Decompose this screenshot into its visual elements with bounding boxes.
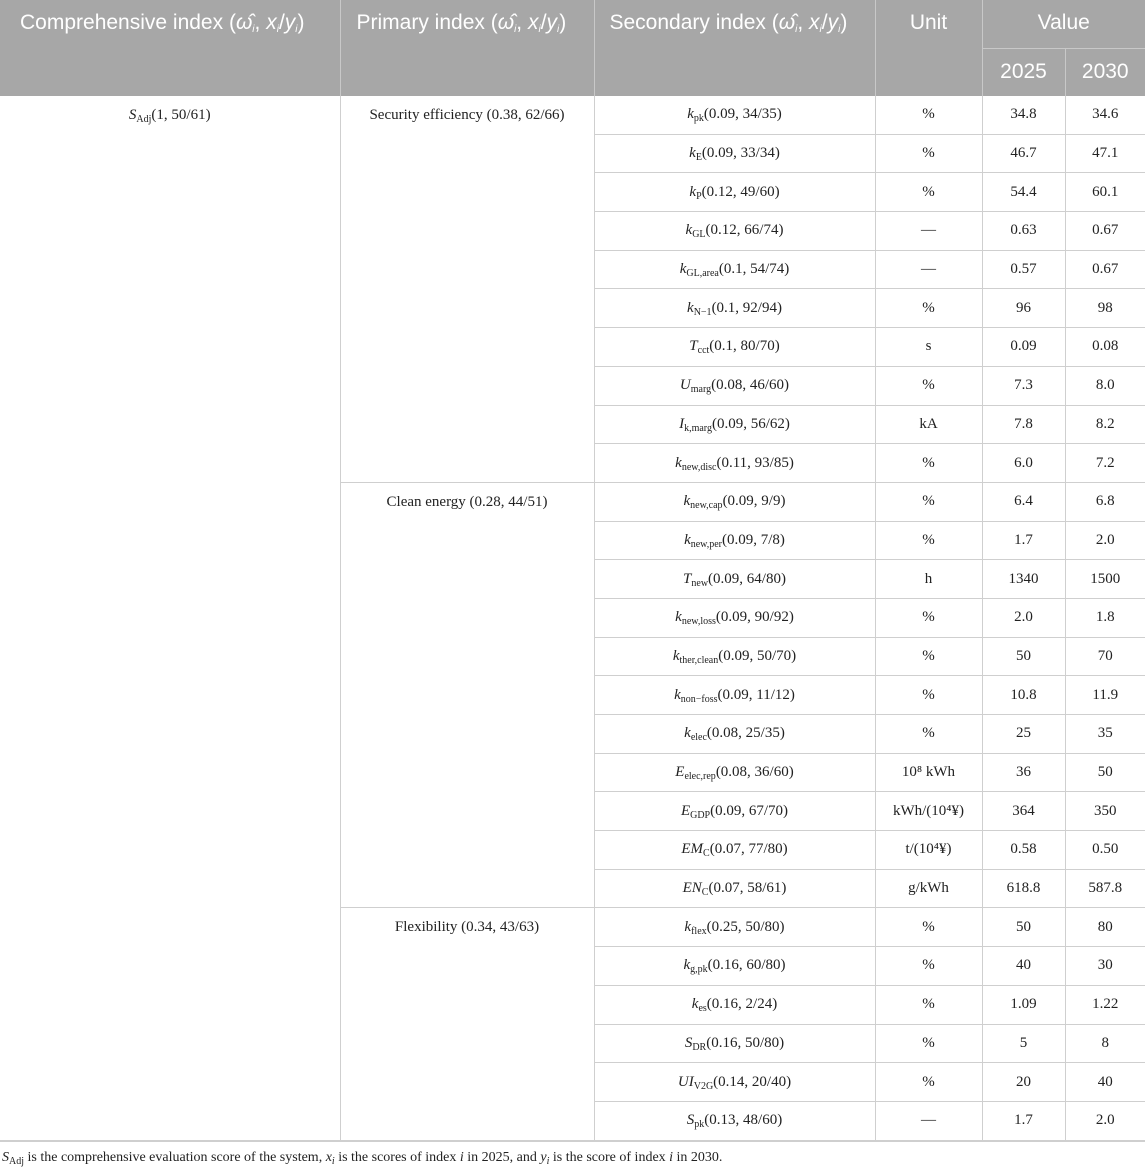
- table-header: [0, 0, 1145, 96]
- header-value: Value: [982, 0, 1145, 48]
- value-2030-cell: 35: [1065, 715, 1145, 754]
- unit-cell: %: [875, 482, 982, 521]
- secondary-index-cell: $k_{new,cap}(0.09$, 9/9): [594, 482, 875, 521]
- unit-cell: s: [875, 328, 982, 367]
- value-2025-cell: 7.3: [982, 366, 1065, 405]
- secondary-index-cell: $k_{flex}(0.25$, 50/80): [594, 908, 875, 947]
- value-2030-cell: 70: [1065, 637, 1145, 676]
- unit-cell: %: [875, 521, 982, 560]
- unit-cell: g/kWh: [875, 869, 982, 908]
- value-2030-cell: 6.8: [1065, 482, 1145, 521]
- value-2030-cell: 2.0: [1065, 521, 1145, 560]
- header-comprehensive: Comprehensive index ($\omegâ_i$, $x_i/y_i$): [0, 0, 340, 96]
- secondary-index-cell: $UI_{V2G}(0.14$, 20/40): [594, 1063, 875, 1102]
- header-secondary: Secondary index ($\omegâ_i$, $x_i/y_i$): [594, 0, 875, 96]
- value-2025-cell: 2.0: [982, 598, 1065, 637]
- value-2030-cell: 80: [1065, 908, 1145, 947]
- unit-cell: t/(10⁴¥): [875, 831, 982, 870]
- unit-cell: %: [875, 676, 982, 715]
- value-2025-cell: 36: [982, 753, 1065, 792]
- unit-cell: %: [875, 1024, 982, 1063]
- header-primary: Primary index ($\omegâ_i$, $x_i/y_i$): [340, 0, 594, 96]
- value-2025-cell: 1.7: [982, 521, 1065, 560]
- unit-cell: kWh/(10⁴¥): [875, 792, 982, 831]
- value-2025-cell: 20: [982, 1063, 1065, 1102]
- value-2025-cell: 1.7: [982, 1101, 1065, 1140]
- value-2025-cell: 7.8: [982, 405, 1065, 444]
- unit-cell: 10⁸ kWh: [875, 753, 982, 792]
- primary-index-cell: Security efficiency (0.38, 62/66): [340, 96, 594, 482]
- value-2030-cell: 0.67: [1065, 212, 1145, 251]
- value-2025-cell: 0.58: [982, 831, 1065, 870]
- value-2030-cell: 60.1: [1065, 173, 1145, 212]
- value-2030-cell: 7.2: [1065, 444, 1145, 483]
- secondary-index-cell: $k_E(0.09$, 33/34): [594, 134, 875, 173]
- value-2030-cell: 11.9: [1065, 676, 1145, 715]
- unit-cell: %: [875, 637, 982, 676]
- unit-cell: %: [875, 985, 982, 1024]
- value-2025-cell: 5: [982, 1024, 1065, 1063]
- secondary-index-cell: $k_{GL,area}(0.1$, 54/74): [594, 250, 875, 289]
- secondary-index-cell: $I_{k,marg}(0.09$, 56/62): [594, 405, 875, 444]
- value-2025-cell: 0.09: [982, 328, 1065, 367]
- value-2025-cell: 46.7: [982, 134, 1065, 173]
- value-2025-cell: 50: [982, 908, 1065, 947]
- primary-index-cell: Clean energy (0.28, 44/51): [340, 482, 594, 908]
- value-2025-cell: 1.09: [982, 985, 1065, 1024]
- secondary-index-cell: $k_{non-foss}(0.09$, 11/12): [594, 676, 875, 715]
- value-2030-cell: 587.8: [1065, 869, 1145, 908]
- secondary-index-cell: $S_{pk}(0.13$, 48/60): [594, 1101, 875, 1140]
- value-2030-cell: 1.8: [1065, 598, 1145, 637]
- value-2025-cell: 1340: [982, 560, 1065, 599]
- table-row: [0, 96, 1145, 134]
- value-2030-cell: 8.2: [1065, 405, 1145, 444]
- value-2030-cell: 98: [1065, 289, 1145, 328]
- value-2030-cell: 1.22: [1065, 985, 1145, 1024]
- value-2025-cell: 25: [982, 715, 1065, 754]
- value-2030-cell: 1500: [1065, 560, 1145, 599]
- secondary-index-cell: $k_{new,disc}(0.11$, 93/85): [594, 444, 875, 483]
- secondary-index-cell: $E_{elec,rep}(0.08$, 36/60): [594, 753, 875, 792]
- primary-index-cell: Flexibility (0.34, 43/63): [340, 908, 594, 1140]
- comprehensive-index-cell: $S_{Adj}(1$, 50/61): [0, 96, 340, 1140]
- unit-cell: %: [875, 134, 982, 173]
- value-2025-cell: 6.4: [982, 482, 1065, 521]
- secondary-index-cell: $k_{new,per}(0.09$, 7/8): [594, 521, 875, 560]
- header-year-2030: 2030: [1065, 48, 1145, 96]
- value-2030-cell: 350: [1065, 792, 1145, 831]
- value-2025-cell: 0.57: [982, 250, 1065, 289]
- value-2025-cell: 40: [982, 947, 1065, 986]
- table-footnote: $S_{Adj}$ is the comprehensive evaluation score of the system, $x_i$ is the scores of index i in 2025, and $y_i$ is the score of index i in 2030.: [0, 1141, 1145, 1166]
- unit-cell: —: [875, 212, 982, 251]
- secondary-index-cell: $T_{new}(0.09$, 64/80): [594, 560, 875, 599]
- value-2030-cell: 47.1: [1065, 134, 1145, 173]
- value-2030-cell: 50: [1065, 753, 1145, 792]
- value-2030-cell: 8.0: [1065, 366, 1145, 405]
- value-2030-cell: 2.0: [1065, 1101, 1145, 1140]
- value-2030-cell: 0.50: [1065, 831, 1145, 870]
- unit-cell: —: [875, 1101, 982, 1140]
- secondary-index-cell: $E_{GDP}(0.09$, 67/70): [594, 792, 875, 831]
- unit-cell: h: [875, 560, 982, 599]
- unit-cell: %: [875, 1063, 982, 1102]
- unit-cell: %: [875, 715, 982, 754]
- unit-cell: %: [875, 96, 982, 134]
- secondary-index-cell: $k_{GL}(0.12$, 66/74): [594, 212, 875, 251]
- value-2030-cell: 34.6: [1065, 96, 1145, 134]
- unit-cell: %: [875, 598, 982, 637]
- secondary-index-cell: $k_P(0.12$, 49/60): [594, 173, 875, 212]
- unit-cell: %: [875, 908, 982, 947]
- value-2025-cell: 0.63: [982, 212, 1065, 251]
- secondary-index-cell: $k_{elec}(0.08$, 25/35): [594, 715, 875, 754]
- value-2025-cell: 10.8: [982, 676, 1065, 715]
- secondary-index-cell: $k_{g,pk}(0.16$, 60/80): [594, 947, 875, 986]
- secondary-index-cell: $k_{es}(0.16$, 2/24): [594, 985, 875, 1024]
- value-2025-cell: 96: [982, 289, 1065, 328]
- unit-cell: kA: [875, 405, 982, 444]
- unit-cell: %: [875, 289, 982, 328]
- value-2030-cell: 0.08: [1065, 328, 1145, 367]
- secondary-index-cell: $k_{ther,clean}(0.09$, 50/70): [594, 637, 875, 676]
- value-2030-cell: 0.67: [1065, 250, 1145, 289]
- secondary-index-cell: $EN_C(0.07$, 58/61): [594, 869, 875, 908]
- value-2030-cell: 8: [1065, 1024, 1145, 1063]
- secondary-index-cell: $EM_C(0.07$, 77/80): [594, 831, 875, 870]
- header-year-2025: 2025: [982, 48, 1065, 96]
- value-2025-cell: 54.4: [982, 173, 1065, 212]
- value-2025-cell: 6.0: [982, 444, 1065, 483]
- unit-cell: %: [875, 444, 982, 483]
- unit-cell: %: [875, 947, 982, 986]
- value-2025-cell: 34.8: [982, 96, 1065, 134]
- value-2030-cell: 30: [1065, 947, 1145, 986]
- unit-cell: %: [875, 173, 982, 212]
- secondary-index-cell: $U_{marg}(0.08$, 46/60): [594, 366, 875, 405]
- secondary-index-cell: $T_{cct}(0.1$, 80/70): [594, 328, 875, 367]
- value-2025-cell: 50: [982, 637, 1065, 676]
- secondary-index-cell: $k_{new,loss}(0.09$, 90/92): [594, 598, 875, 637]
- unit-cell: —: [875, 250, 982, 289]
- value-2030-cell: 40: [1065, 1063, 1145, 1102]
- table-body: [0, 96, 1145, 1140]
- secondary-index-cell: $k_{N-1}(0.1$, 92/94): [594, 289, 875, 328]
- value-2025-cell: 618.8: [982, 869, 1065, 908]
- secondary-index-cell: $k_{pk}(0.09$, 34/35): [594, 96, 875, 134]
- unit-cell: %: [875, 366, 982, 405]
- value-2025-cell: 364: [982, 792, 1065, 831]
- header-unit: Unit: [875, 0, 982, 96]
- secondary-index-cell: $S_{DR}(0.16$, 50/80): [594, 1024, 875, 1063]
